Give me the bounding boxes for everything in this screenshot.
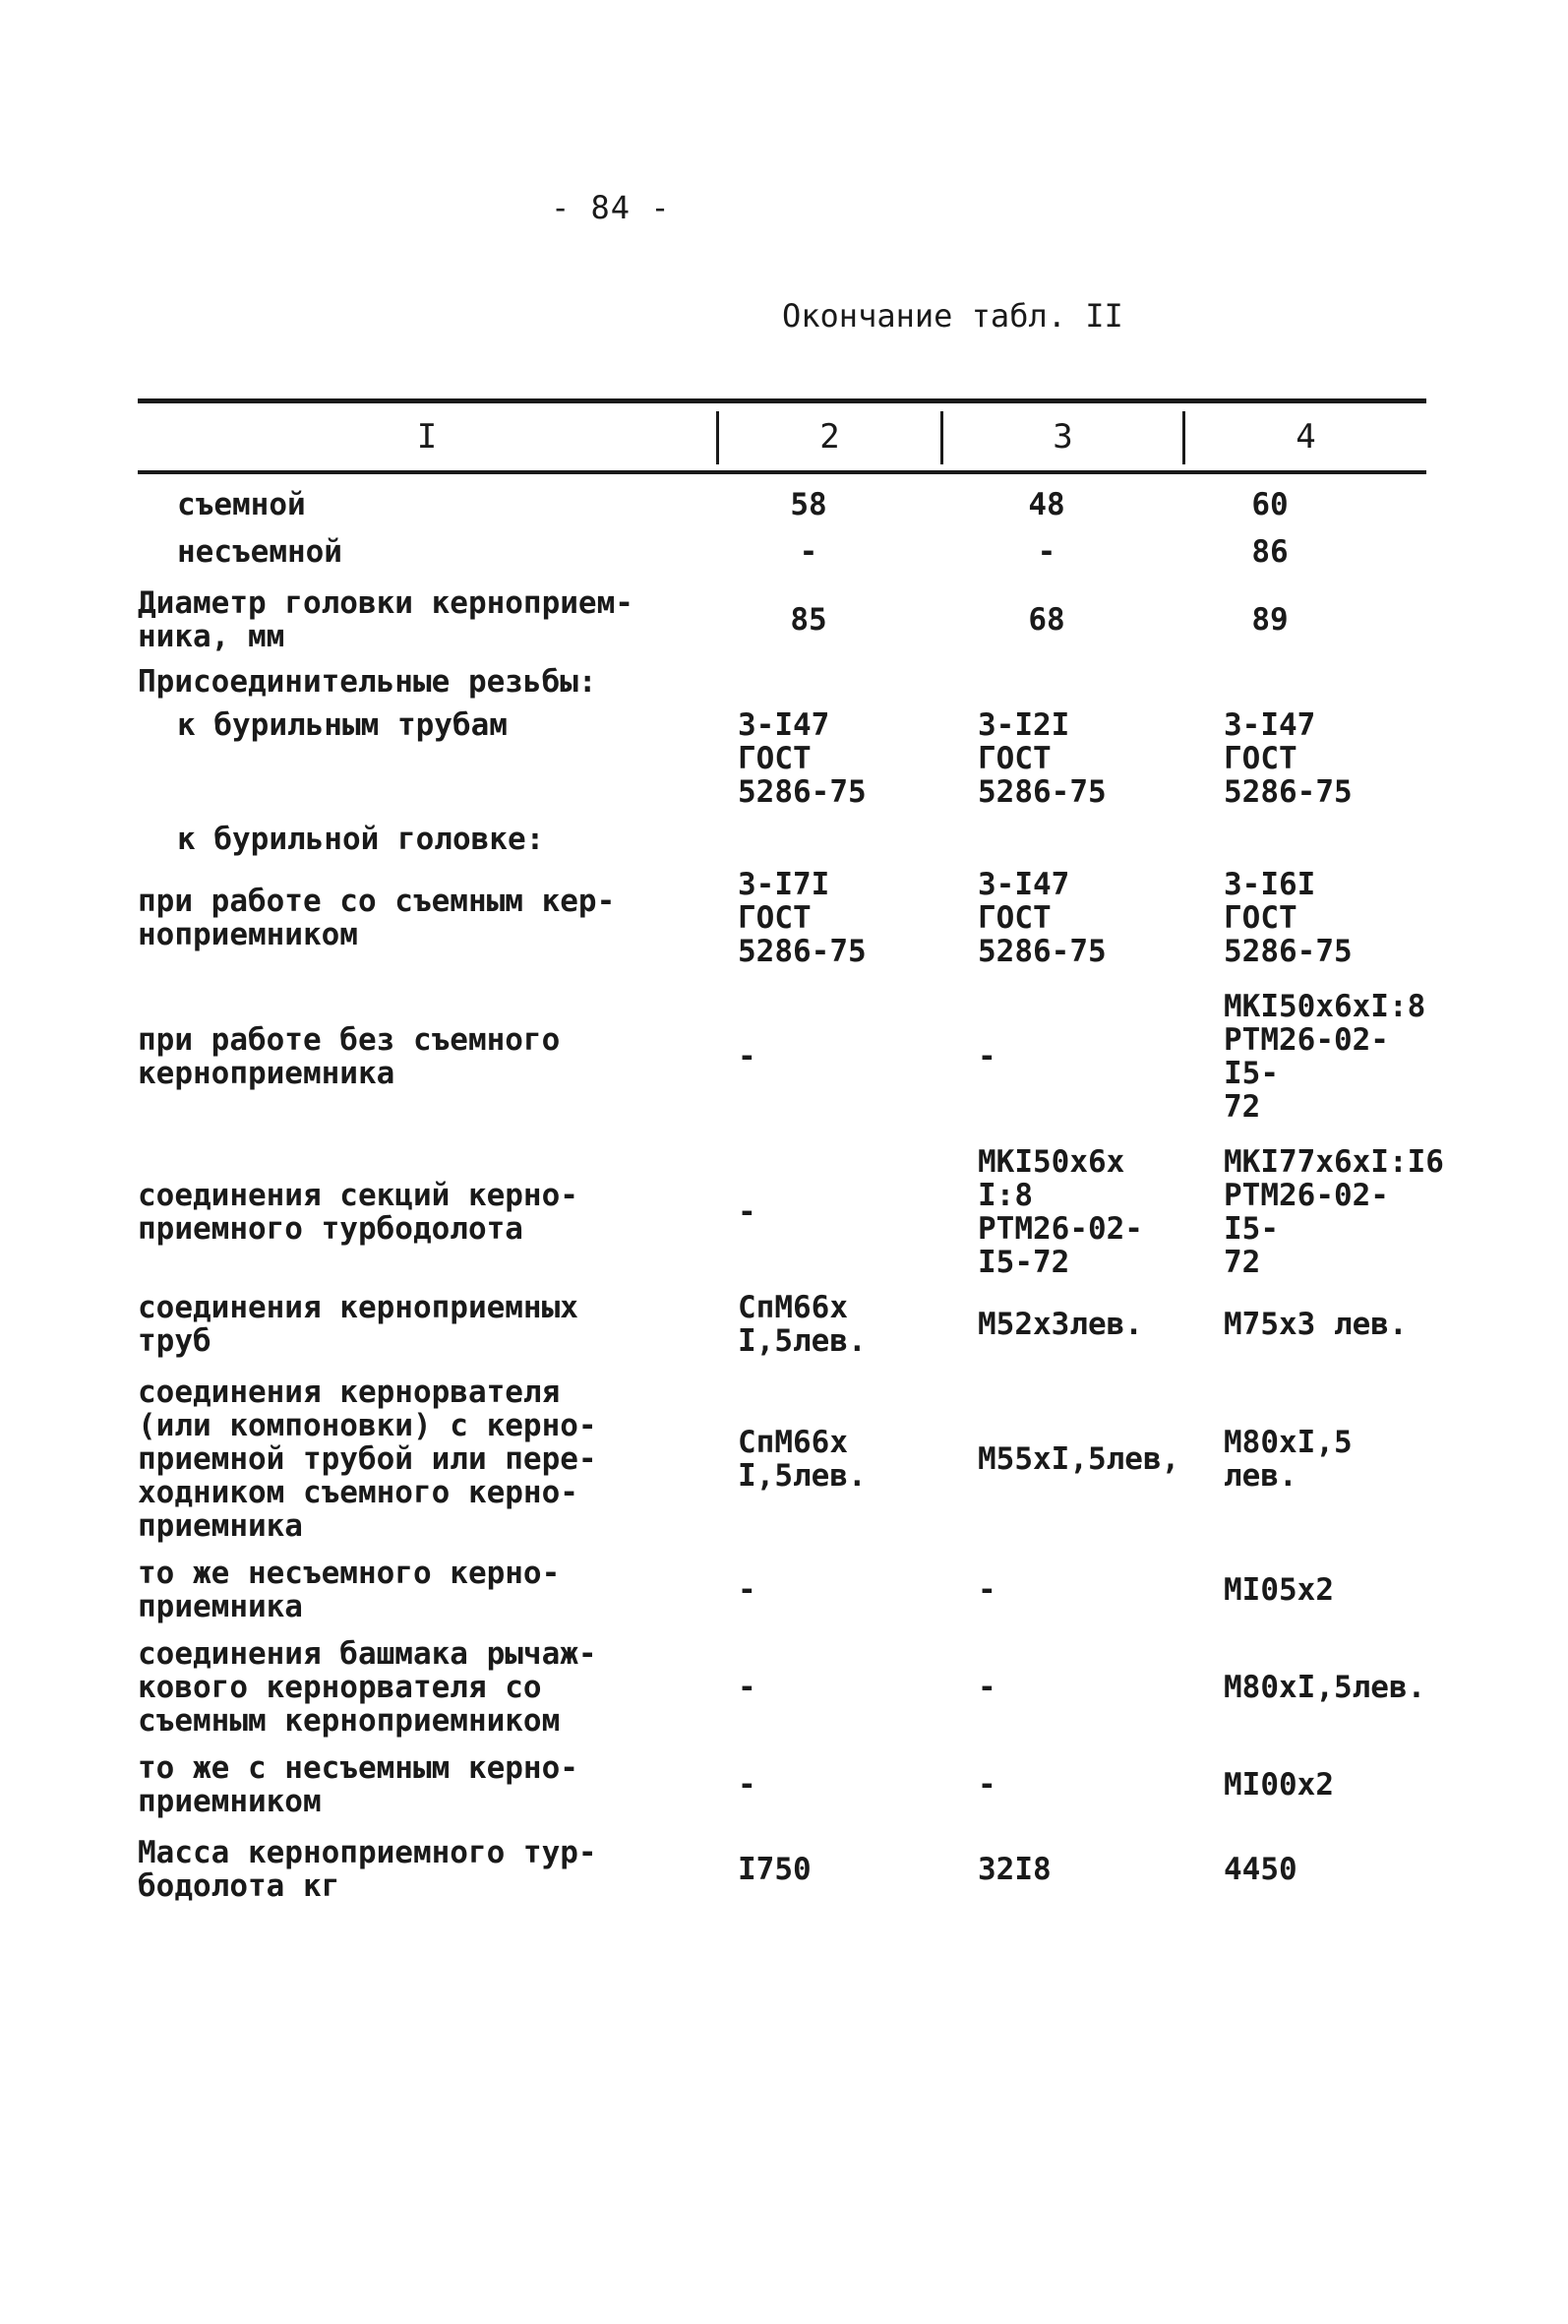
cell-col-3: МКI50x6x I:8 РТМ26-02- I5-72	[978, 1144, 1143, 1280]
table-body	[138, 487, 1444, 1904]
cell-col-3: -	[1037, 534, 1056, 570]
cell-col-2: -	[738, 1670, 756, 1705]
table-row	[138, 1291, 1426, 1358]
cell-col-4: 89	[1251, 602, 1289, 638]
row-label: то же несъемного керно- приемника	[138, 1556, 561, 1624]
cell-col-4: МКI77x6xI:I6 РТМ26-02-I5- 72	[1224, 1144, 1444, 1280]
cell-col-2: -	[799, 534, 818, 570]
table-row	[138, 1557, 1426, 1623]
cell-col-3: M55xI,5лев,	[978, 1441, 1180, 1477]
table-row	[138, 535, 1426, 569]
table-row	[138, 665, 1426, 699]
table-row	[138, 868, 1426, 968]
cell-col-4: MI05x2	[1224, 1572, 1334, 1608]
cell-col-3: 3-I47 ГОСТ 5286-75	[978, 867, 1107, 969]
cell-col-4: M80xI,5лев.	[1224, 1670, 1426, 1705]
row-label: к бурильной головке:	[177, 822, 545, 857]
cell-col-2: 85	[790, 602, 827, 638]
table-row	[138, 990, 1426, 1124]
row-label: Диаметр головки керноприем- ника, мм	[138, 585, 633, 654]
cell-col-2: СпМ66x I,5лев.	[738, 1425, 867, 1494]
table-row	[138, 1376, 1426, 1543]
cell-col-3: 3-I2I ГОСТ 5286-75	[978, 707, 1107, 810]
cell-col-4: M75x3 лев.	[1224, 1307, 1408, 1342]
cell-col-3: -	[978, 1670, 996, 1705]
cell-col-4: 3-I6I ГОСТ 5286-75	[1224, 867, 1353, 969]
table-row	[138, 1751, 1426, 1818]
cell-col-3: -	[978, 1039, 996, 1074]
table-header-rule	[138, 470, 1426, 474]
cell-col-4: МКI50x6xI:8 РТМ26-02-I5- 72	[1224, 989, 1426, 1125]
cell-col-4: M80xI,5 лев.	[1224, 1425, 1353, 1494]
cell-col-2: -	[738, 1039, 756, 1074]
cell-col-4: 86	[1251, 534, 1289, 570]
cell-col-3: 32I8	[978, 1852, 1052, 1887]
header-col-1: I	[416, 417, 438, 457]
page-number: - 84 -	[551, 189, 671, 226]
row-label: Присоединительные резьбы:	[138, 664, 597, 700]
cell-col-2: -	[738, 1767, 756, 1803]
row-label: при работе со съемным кер- ноприемником	[138, 884, 616, 952]
table-row	[138, 1144, 1444, 1280]
cell-col-2: -	[738, 1194, 756, 1230]
row-label: соединения кернорвателя (или компоновки) с керно- приемной трубой или пере- ходником съемного керно- приемника	[138, 1375, 597, 1544]
cell-col-2: I750	[738, 1852, 812, 1887]
cell-col-3: -	[978, 1572, 996, 1608]
cell-col-3: 48	[1028, 487, 1065, 522]
row-label: то же с несъемным керно- приемником	[138, 1750, 578, 1819]
table-row	[138, 1836, 1426, 1903]
table-row	[138, 488, 1426, 521]
cell-col-2: 58	[790, 487, 827, 522]
row-label: несъемной	[177, 534, 342, 570]
header-col-3: 3	[1053, 417, 1073, 457]
header-col-2: 2	[819, 417, 840, 457]
cell-col-3: M52x3лев.	[978, 1307, 1143, 1342]
row-label: съемной	[177, 487, 306, 522]
cell-col-2: 3-I7I ГОСТ 5286-75	[738, 867, 867, 969]
table-row	[138, 823, 1426, 856]
table-row	[138, 708, 1426, 809]
spec-table	[138, 398, 1444, 1904]
cell-col-4: 60	[1251, 487, 1289, 522]
table-caption: Окончание табл. II	[782, 297, 1123, 335]
cell-col-4: MI00x2	[1224, 1767, 1334, 1803]
row-label: при работе без съемного керноприемника	[138, 1022, 561, 1091]
row-label: соединения секций керно- приемного турбодолота	[138, 1178, 578, 1247]
cell-col-2: СпМ66x I,5лев.	[738, 1290, 867, 1359]
cell-col-2: 3-I47 ГОСТ 5286-75	[738, 707, 867, 810]
table-header	[138, 403, 1426, 470]
cell-col-2: -	[738, 1572, 756, 1608]
cell-col-3: -	[978, 1767, 996, 1803]
cell-col-4: 3-I47 ГОСТ 5286-75	[1224, 707, 1353, 810]
cell-col-3: 68	[1028, 602, 1065, 638]
table-row	[138, 1637, 1426, 1738]
row-label: к бурильным трубам	[177, 707, 508, 743]
table-row	[138, 586, 1426, 653]
row-label: соединения керноприемных труб	[138, 1290, 578, 1359]
cell-col-4: 4450	[1224, 1852, 1297, 1887]
header-col-4: 4	[1296, 417, 1316, 457]
row-label: Масса керноприемного тур- бодолота кг	[138, 1835, 597, 1904]
row-label: соединения башмака рычаж- кового кернорвателя со съемным керноприемником	[138, 1636, 597, 1739]
